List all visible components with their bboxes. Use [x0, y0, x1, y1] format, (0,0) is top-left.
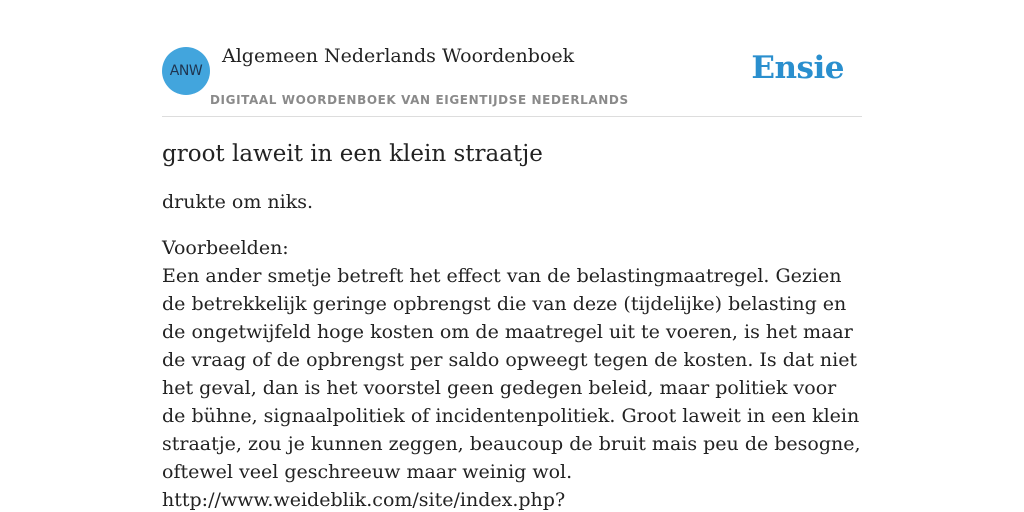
dictionary-name[interactable]: Algemeen Nederlands Woordenboek	[222, 45, 575, 67]
anw-logo-icon[interactable]	[162, 47, 210, 95]
dictionary-subtitle: DIGITAAL WOORDENBOEK VAN EIGENTIJDSE NEDERLANDS	[210, 93, 629, 107]
ensie-brand-link[interactable]: Ensie	[751, 50, 844, 86]
logo-text: ANW	[169, 63, 203, 79]
entry-term: groot laweit in een klein straatje	[162, 141, 543, 167]
entry-content	[162, 136, 862, 512]
examples-label: Voorbeelden:	[162, 237, 289, 259]
example-text: Een ander smetje betreft het effect van de belastingmaatregel. Gezien de betrekkelijk geringe opbrengst die van deze (tijdelijke) belasting en de ongetwijfeld hoge kosten om de maatregel uit te voeren, is het maar de vraag of de opbrengst per saldo opweegt tegen de kosten. Is dat niet het geval, dan is het voorstel geen gedegen beleid, maar politiek voor de bühne, signaalpolitiek of incidentenpolitiek. Groot laweit in een klein straatje, zou je kunnen zeggen, beaucoup de bruit mais peu de besogne, oftewel veel geschreeuw maar weinig wol.	[162, 265, 861, 483]
examples-section	[162, 234, 862, 512]
entry-definition: drukte om niks.	[162, 191, 314, 213]
example-source-link[interactable]: http://www.weideblik.com/site/index.php?	[162, 489, 566, 511]
site-header	[162, 0, 862, 117]
